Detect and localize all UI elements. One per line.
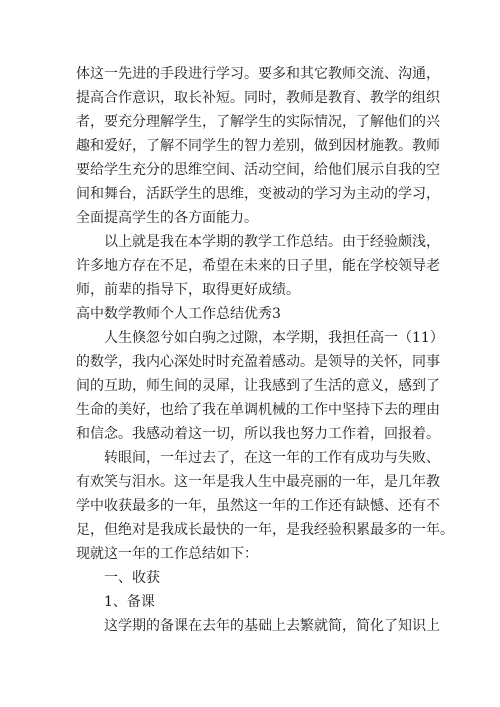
text-line: 有欢笑与泪水。这一年是我人生中最亮丽的一年，是几年教 <box>76 474 440 490</box>
paragraph <box>76 326 444 446</box>
text-line: 人生倏忽兮如白驹之过隙，本学期，我担任高一（11） <box>104 330 444 346</box>
text-line: 和信念。我感动着这一切，所以我也努力工作着，回报着。 <box>76 426 440 442</box>
paragraph <box>76 446 454 566</box>
text-line: 间和舞台，活跃学生的思维，变被动的学习为主动的学习， <box>76 186 440 202</box>
subsection-heading <box>76 590 428 614</box>
text-line: 这学期的备课在去年的基础上去繁就简，简化了知识上 <box>104 618 440 634</box>
text-line: 师，前辈的指导下，取得更好成绩。 <box>76 282 300 298</box>
text-line: 生命的美好，也给了我在单调机械的工作中坚持下去的理由 <box>76 402 440 418</box>
paragraph <box>76 62 440 230</box>
text-line: 间的互助，师生间的灵犀，让我感到了生活的意义，感到了 <box>76 378 440 394</box>
text-line: 的数学，我内心深处时时充盈着感动。是领导的关怀，同事 <box>76 354 440 370</box>
text-line: 全面提高学生的各方面能力。 <box>76 210 258 226</box>
text-line: 体这一先进的手段进行学习。要多和其它教师交流、沟通， <box>76 66 440 82</box>
text-line: 要给学生充分的思维空间、活动空间，给他们展示自我的空 <box>76 162 440 178</box>
text-line: 足，但绝对是我成长最快的一年，是我经验积累最多的一年。 <box>76 522 454 538</box>
text-line: 以上就是我在本学期的教学工作总结。由于经验颇浅， <box>104 234 440 250</box>
subsection-text: 1、备课 <box>104 594 155 610</box>
text-line: 趣和爱好，了解不同学生的智力差别，做到因材施教。教师 <box>76 138 440 154</box>
text-line: 转眼间，一年过去了，在这一年的工作有成功与失败、 <box>104 450 440 466</box>
paragraph <box>76 614 440 638</box>
text-line: 学中收获最多的一年，虽然这一年的工作还有缺憾、还有不 <box>76 498 440 514</box>
text-line: 现就这一年的工作总结如下： <box>76 546 258 562</box>
document-body <box>76 62 454 638</box>
text-line: 提高合作意识，取长补短。同时，教师是教育、教学的组织 <box>76 90 440 106</box>
text-line: 许多地方存在不足，希望在未来的日子里，能在学校领导老 <box>76 258 440 274</box>
heading-text: 高中数学教师个人工作总结优秀3 <box>76 306 281 322</box>
paragraph <box>76 230 440 302</box>
subsection-heading <box>76 566 428 590</box>
subsection-text: 一、收获 <box>104 570 160 586</box>
text-line: 者，要充分理解学生，了解学生的实际情况，了解他们的兴 <box>76 114 440 130</box>
section-heading <box>76 302 428 326</box>
